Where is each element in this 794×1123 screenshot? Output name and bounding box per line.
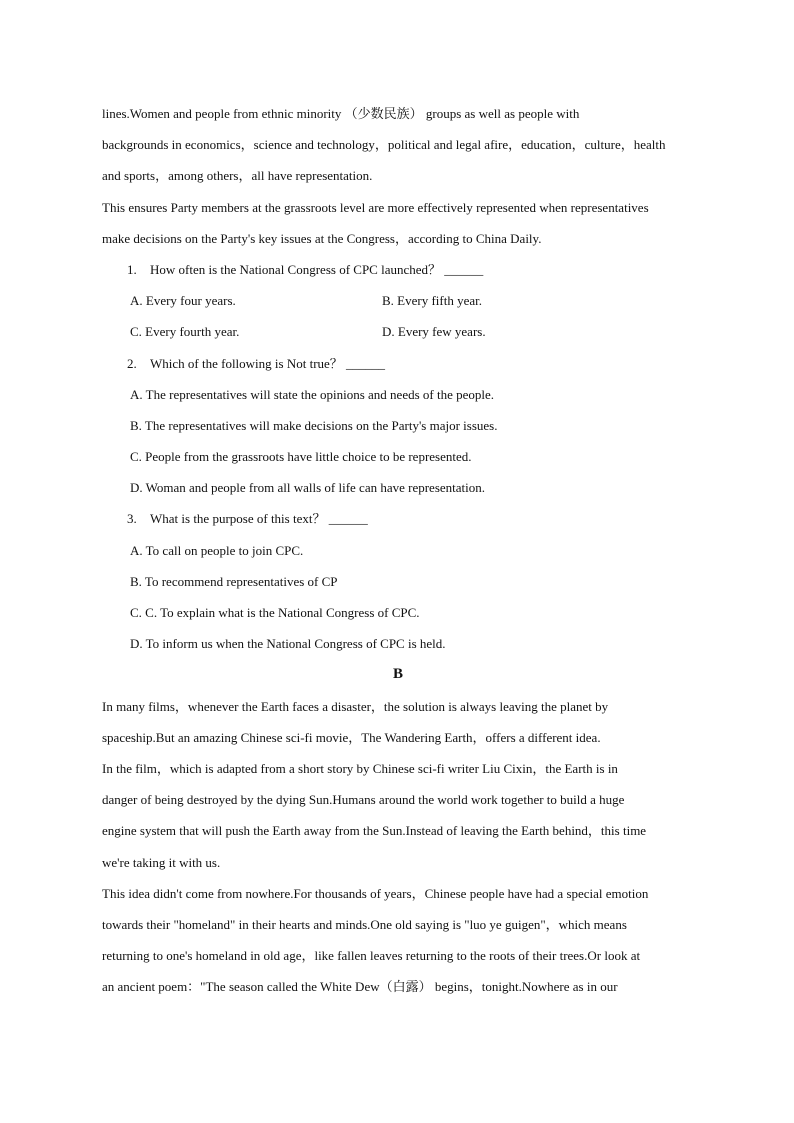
paragraph-line: danger of being destroyed by the dying Sun.Humans around the world work together to build a huge <box>102 792 625 808</box>
document-page <box>102 98 694 1002</box>
option-d: D. To inform us when the National Congress of CPC is held. <box>130 636 446 652</box>
paragraph-line: towards their "homeland" in their hearts and minds.One old saying is "luo ye guigen"，which means <box>102 916 627 932</box>
paragraph-line: an ancient poem："The season called the White Dew（白露） begins，tonight.Nowhere as in our <box>102 979 618 995</box>
option-b: B. Every fifth year. <box>382 293 482 309</box>
paragraph-line: make decisions on the Party's key issues at the Congress，according to China Daily. <box>102 230 542 246</box>
paragraph-line: spaceship.But an amazing Chinese sci-fi movie，The Wandering Earth，offers a different idea. <box>102 729 601 745</box>
option-b: B. The representatives will make decisions on the Party's major issues. <box>130 417 498 433</box>
paragraph-line: This idea didn't come from nowhere.For thousands of years，Chinese people have had a special emotion <box>102 885 649 901</box>
option-a: A. To call on people to join CPC. <box>130 542 304 558</box>
paragraph-line: we're taking it with us. <box>102 854 221 870</box>
question-text: How often is the National Congress of CPC launched？ ______ <box>150 261 484 277</box>
question-3 <box>102 503 694 659</box>
option-c: C. C. To explain what is the National Congress of CPC. <box>130 605 420 620</box>
paragraph-line: In the film，which is adapted from a short story by Chinese sci-fi writer Liu Cixin，the Earth is in <box>102 760 618 776</box>
paragraph-line: In many films，whenever the Earth faces a disaster，the solution is always leaving the planet by <box>102 698 609 714</box>
paragraph-line: engine system that will push the Earth away from the Sun.Instead of leaving the Earth behind，this time <box>102 823 647 839</box>
option-row <box>102 285 694 316</box>
question-stem <box>102 348 694 379</box>
paragraph-line: This ensures Party members at the grassroots level are more effectively represented when representatives <box>102 199 649 215</box>
option-a: A. Every four years. <box>130 293 236 309</box>
option-row <box>102 316 694 347</box>
paragraph-line: lines.Women and people from ethnic minority （少数民族） groups as well as people with <box>102 106 580 121</box>
option-d: D. Every few years. <box>382 324 486 340</box>
option-d: D. Woman and people from all walls of life can have representation. <box>130 480 486 496</box>
paragraph-line: and sports，among others，all have representation. <box>102 168 373 184</box>
question-stem <box>102 254 694 285</box>
option-b: B. To recommend representatives of CP <box>130 573 338 589</box>
paragraph-line: backgrounds in economics，science and technology，political and legal afire，education，culture，health <box>102 137 666 153</box>
question-number: 3. <box>127 511 137 527</box>
passage-b <box>102 691 694 1003</box>
question-1 <box>102 254 694 348</box>
question-text: Which of the following is Not true？ ______ <box>150 355 386 371</box>
question-2 <box>102 348 694 504</box>
question-stem <box>102 503 694 534</box>
question-text: What is the purpose of this text？ ______ <box>150 511 368 527</box>
section-heading: B <box>392 666 403 683</box>
paragraph-line: returning to one's homeland in old age，like fallen leaves returning to the roots of their trees.Or look at <box>102 948 641 964</box>
option-c: C. Every fourth year. <box>130 324 240 340</box>
option-c: C. People from the grassroots have little choice to be represented. <box>130 449 472 465</box>
option-a: A. The representatives will state the opinions and needs of the people. <box>130 386 495 402</box>
question-number: 1. <box>127 261 137 277</box>
passage-a <box>102 98 694 254</box>
question-number: 2. <box>127 355 137 371</box>
